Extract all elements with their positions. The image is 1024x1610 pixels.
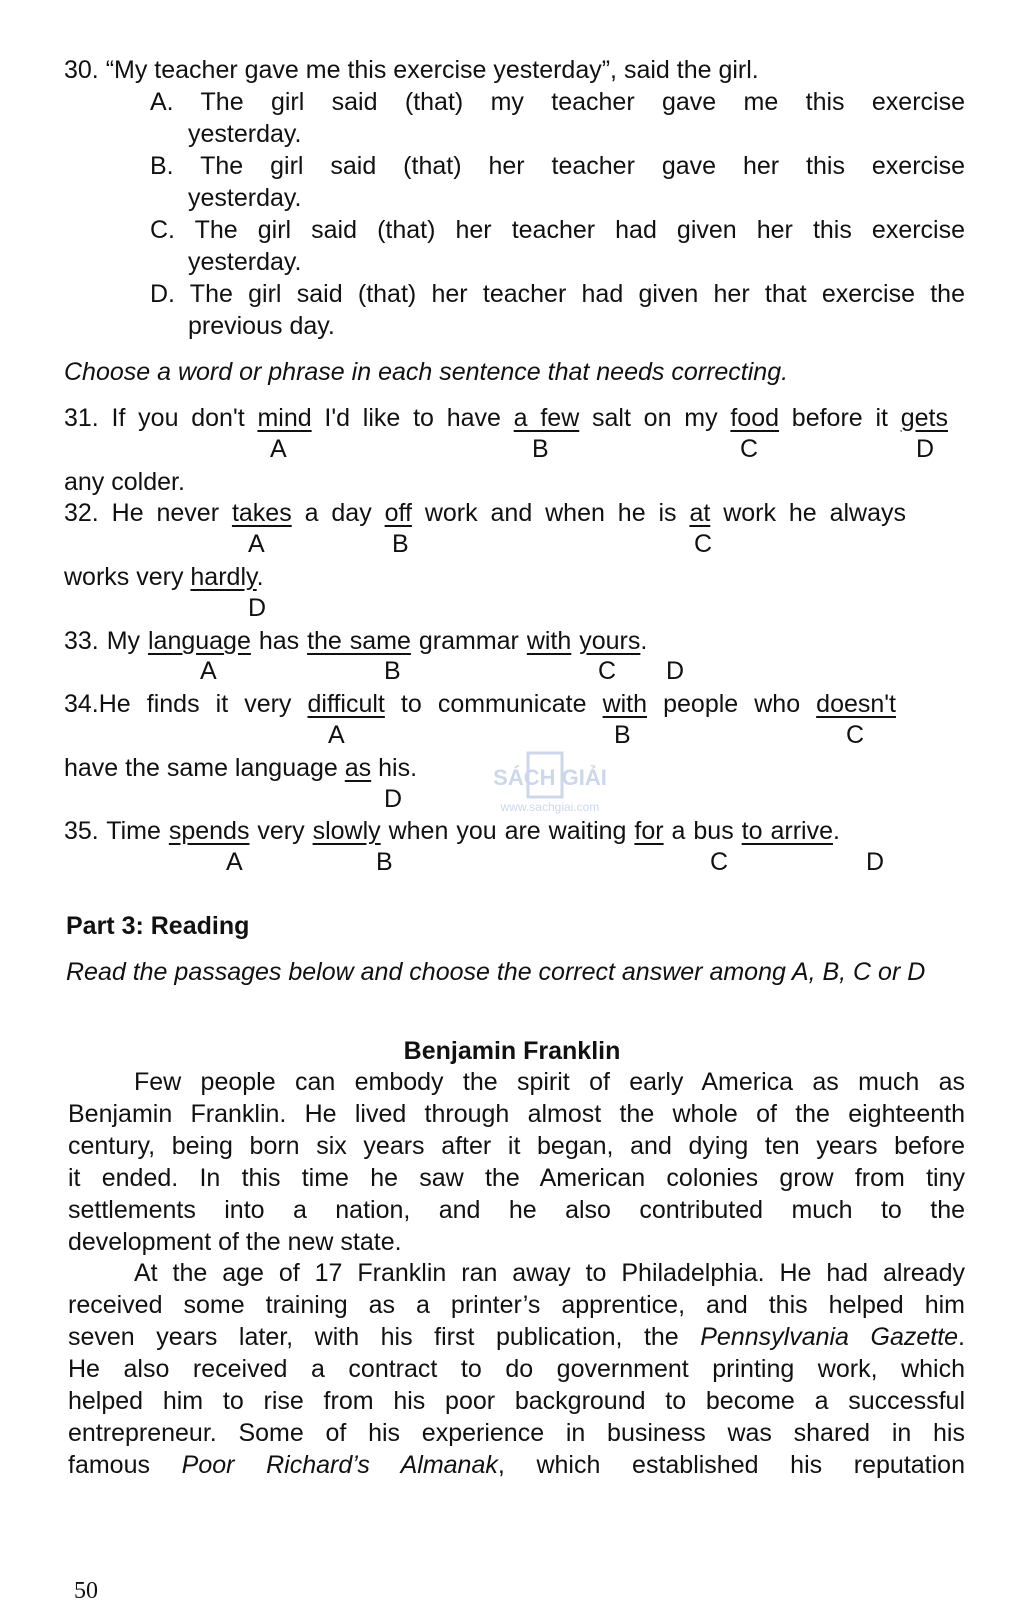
para2-line1: At the age of 17 Franklin ran away to Philadelphia. He had already — [134, 1259, 965, 1287]
q30-option-c: C. The girl said (that) her teacher had given her this exercise — [150, 216, 965, 244]
q34-sentence — [64, 688, 896, 720]
q33-underline-c: with — [526, 627, 572, 655]
q31-underline-b: a few — [513, 404, 580, 432]
text: 34.He finds it very — [64, 690, 308, 718]
publication-title: Pennsylvania Gazette — [700, 1323, 959, 1351]
text: a day — [291, 499, 385, 527]
q32-sentence — [64, 497, 906, 529]
para1-line6: development of the new state. — [68, 1228, 402, 1256]
text: very — [249, 817, 313, 845]
text: 32. He never — [64, 499, 232, 527]
q34-letter-c: C — [846, 721, 865, 749]
q30-option-a: A. The girl said (that) my teacher gave me this exercise — [150, 88, 965, 116]
q32-letter-b: B — [392, 530, 409, 558]
text: has — [250, 627, 308, 655]
q32-letter-d: D — [248, 594, 267, 622]
page-number: 50 — [74, 1578, 98, 1604]
q31-line2: any colder. — [64, 468, 185, 496]
q35-underline-b: slowly — [312, 817, 381, 845]
text: salt on my — [579, 404, 731, 432]
q31-underline-d: gets — [900, 404, 948, 432]
para2-line7 — [68, 1449, 965, 1481]
q31-underline-c: food — [730, 404, 780, 432]
text: his. — [371, 754, 418, 782]
text: 35. Time — [64, 817, 169, 845]
watermark-graphic — [470, 745, 630, 845]
q35-underline-a: spends — [168, 817, 250, 845]
almanac-title: Poor Richard’s Almanak — [181, 1451, 498, 1479]
reading-instruction: Read the passages below and choose the correct answer among A, B, C or D — [66, 958, 926, 986]
q30-option-d: D. The girl said (that) her teacher had given her that exercise the — [150, 280, 965, 308]
para2-line5: helped him to rise from his poor background to become a successful — [68, 1387, 965, 1415]
para1-line1: Few people can embody the spirit of early America as much as — [134, 1068, 965, 1096]
text: I'd like to have — [311, 404, 514, 432]
para2-line6: entrepreneur. Some of his experience in business was shared in his — [68, 1419, 965, 1447]
text: , which established his reputation — [497, 1451, 965, 1479]
para2-line3 — [68, 1321, 965, 1353]
q31-letter-b: B — [532, 435, 549, 463]
q32-underline-d: hardly — [190, 563, 257, 591]
para1-line3: century, being born six years after it began, and dying ten years before — [68, 1132, 965, 1160]
watermark-brand: SÁCH GIẢI — [493, 765, 607, 790]
q33-underline-a: language — [147, 627, 251, 655]
para1-line5: settlements into a nation, and he also contributed much to the — [68, 1196, 965, 1224]
watermark-url: www.sachgiai.com — [500, 800, 600, 814]
q35-letter-d: D — [866, 848, 885, 876]
text: . — [256, 563, 264, 591]
q34-letter-b: B — [614, 721, 631, 749]
text: . — [832, 817, 840, 845]
para2-line2: received some training as a printer’s apprentice, and this helped him — [68, 1291, 965, 1319]
text: 31. If you don't — [64, 404, 258, 432]
text: grammar — [410, 627, 527, 655]
q30-option-a-cont: yesterday. — [188, 120, 302, 148]
q33-letter-c: C — [598, 657, 617, 685]
watermark-logo — [470, 745, 630, 845]
text: work and when he is — [411, 499, 690, 527]
text: famous — [68, 1451, 182, 1479]
q33-letter-b: B — [384, 657, 401, 685]
text: 33. My — [64, 627, 148, 655]
q32-underline-b: off — [384, 499, 412, 527]
text: . — [958, 1323, 965, 1351]
q34-letter-d: D — [384, 785, 403, 813]
text: . — [640, 627, 648, 655]
instruction-correcting: Choose a word or phrase in each sentence that needs correcting. — [64, 358, 789, 386]
q32-line2 — [64, 561, 264, 593]
q32-letter-a: A — [248, 530, 265, 558]
text: before it — [779, 404, 901, 432]
q33-letter-a: A — [200, 657, 217, 685]
q35-letter-b: B — [376, 848, 393, 876]
q35-underline-c: for — [634, 817, 664, 845]
q34-underline-b: with — [602, 690, 648, 718]
q31-letter-a: A — [270, 435, 287, 463]
text: work he always — [710, 499, 906, 527]
q31-sentence — [64, 402, 948, 434]
text: to communicate — [384, 690, 603, 718]
passage-title: Benjamin Franklin — [403, 1037, 621, 1065]
text: a bus — [663, 817, 742, 845]
q30-option-b: B. The girl said (that) her teacher gave her this exercise — [150, 152, 965, 180]
text: have the same language — [64, 754, 345, 782]
q33-underline-b: the same — [307, 627, 411, 655]
q35-letter-c: C — [710, 848, 729, 876]
q30-option-c-cont: yesterday. — [188, 248, 302, 276]
q33-underline-d: yours — [579, 627, 641, 655]
q31-letter-c: C — [740, 435, 759, 463]
q32-underline-a: takes — [231, 499, 292, 527]
q34-line2 — [64, 752, 417, 784]
q34-letter-a: A — [328, 721, 345, 749]
q34-underline-d: as — [344, 754, 372, 782]
q30-stem: 30. “My teacher gave me this exercise yesterday”, said the girl. — [64, 56, 759, 84]
q35-letter-a: A — [226, 848, 243, 876]
text: seven years later, with his first publication, the — [68, 1323, 701, 1351]
q35-underline-d: to arrive — [741, 817, 833, 845]
q32-underline-c: at — [689, 499, 711, 527]
q33-sentence — [64, 625, 647, 657]
para1-line2: Benjamin Franklin. He lived through almost the whole of the eighteenth — [68, 1100, 965, 1128]
q31-letter-d: D — [916, 435, 935, 463]
q34-underline-a: difficult — [307, 690, 385, 718]
q34-underline-c: doesn't — [816, 690, 897, 718]
text: people who — [647, 690, 817, 718]
q30-option-d-cont: previous day. — [188, 312, 335, 340]
text: when you are waiting — [380, 817, 635, 845]
text: works very — [64, 563, 191, 591]
q30-option-b-cont: yesterday. — [188, 184, 302, 212]
q33-letter-d: D — [666, 657, 685, 685]
para1-line4: it ended. In this time he saw the American colonies grow from tiny — [68, 1164, 965, 1192]
q32-letter-c: C — [694, 530, 713, 558]
para2-line4: He also received a contract to do government printing work, which — [68, 1355, 965, 1383]
q31-underline-a: mind — [257, 404, 312, 432]
q35-sentence — [64, 815, 840, 847]
part3-heading: Part 3: Reading — [66, 912, 250, 940]
